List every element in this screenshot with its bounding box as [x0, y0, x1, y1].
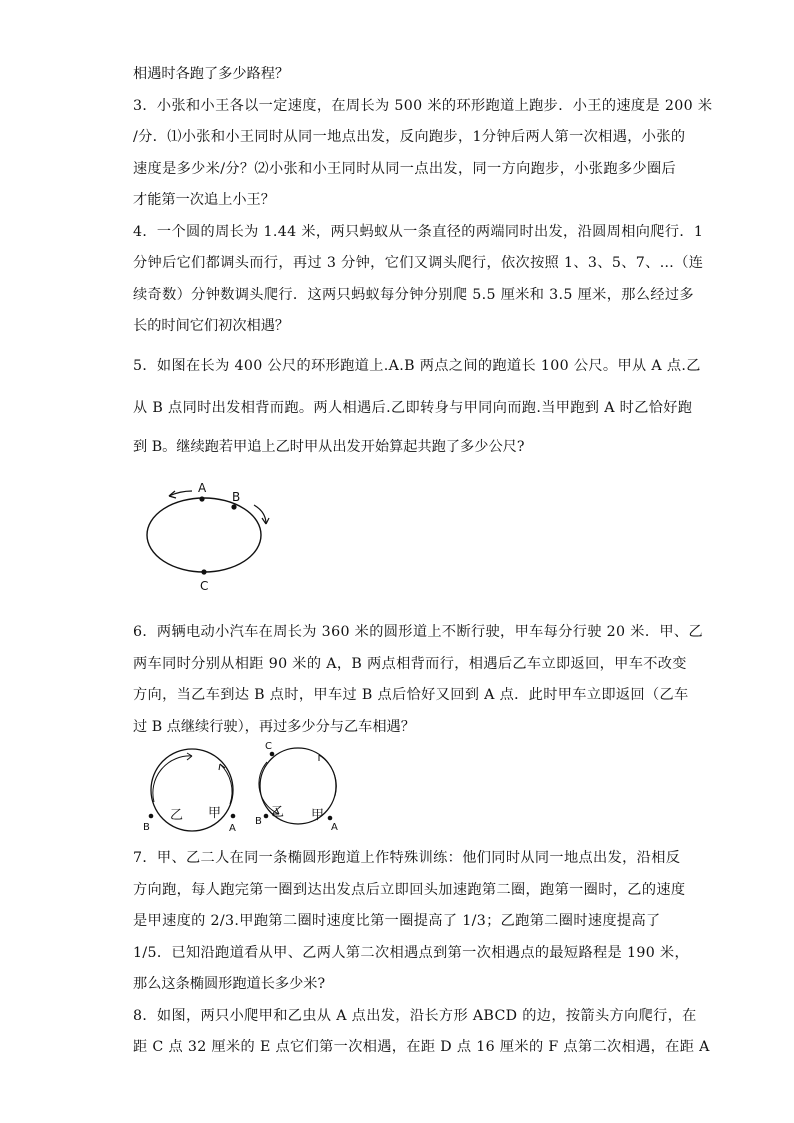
path-arrow-jia — [319, 755, 336, 796]
label-a: A — [331, 822, 338, 833]
point-c-dot — [270, 752, 275, 757]
problem-3-line: 才能第一次追上小王？ — [133, 192, 275, 208]
label-c: C — [200, 579, 209, 593]
problem-8-line: 距 C 点 32 厘米的 E 点它们第一次相遇，在距 D 点 16 厘米的 F 点第二次相遇，在距 A — [133, 1039, 710, 1055]
problem-4-line: 分钟后它们都调头而行，再过 3 分钟，它们又调头爬行，依次按照 1、3、5、7、…（连 — [133, 255, 704, 271]
problem-4-line: 长的时间它们初次相遇？ — [133, 318, 290, 334]
path-arrow-jia — [220, 764, 232, 804]
problem-5-line: 从 B 点同时出发相背而跑。两人相遇后.乙即转身与甲同向而跑.当甲跑到 A 时乙恰好跑 — [133, 400, 693, 416]
problem-6-line: 两车同时分别从相距 90 米的 A，B 两点相背而行，相遇后乙车立即返回，甲车不改变 — [133, 656, 687, 672]
point-c-dot — [201, 569, 206, 574]
problem-6-line: 6．两辆电动小汽车在周长为 360 米的圆形道上不断行驶，甲车每分行驶 20 米．甲、乙 — [133, 624, 703, 640]
label-jia: 甲 — [311, 808, 325, 823]
problem-6-line: 过 B 点继续行驶），再过多少分与乙车相遇？ — [133, 719, 415, 735]
point-b-dot — [231, 504, 236, 509]
text-line: 相遇时各跑了多少路程？ — [133, 66, 290, 82]
circle-figure-6-left — [137, 748, 249, 836]
circle-figure-6-right — [253, 740, 353, 836]
path-arrow-yi — [153, 756, 192, 802]
problem-4-line: 续奇数）分钟数调头爬行．这两只蚂蚁每分钟分别爬 5.5 厘米和 3.5 厘米，那么经过多 — [133, 287, 694, 303]
label-a: A — [229, 823, 236, 834]
track-figure-5 — [140, 474, 290, 598]
problem-8-line: 8．如图，两只小爬甲和乙虫从 A 点出发，沿长方形 ABCD 的边，按箭头方向爬行，在 — [133, 1008, 697, 1024]
problem-5-line: 到 B。继续跑若甲追上乙时甲从出发开始算起共跑了多少公尺? — [133, 439, 525, 455]
problem-5-line: 5．如图在长为 400 公尺的环形跑道上.A.B 两点之间的跑道长 100 公尺。甲从 A 点.乙 — [133, 358, 701, 374]
point-a-dot — [231, 814, 236, 819]
problem-3-line: 速度是多少米/分？⑵小张和小王同时从同一点出发，同一方向跑步，小张跑多少圈后 — [133, 161, 677, 177]
label-b: B — [232, 490, 241, 504]
problem-7-line: 是甲速度的 2/3.甲跑第二圈时速度比第一圈提高了 1/3；乙跑第二圈时速度提高了 — [133, 913, 661, 929]
label-b: B — [143, 822, 150, 833]
problem-3-line: /分．⑴小张和小王同时从同一地点出发，反向跑步，1分钟后两人第一次相遇，小张的 — [133, 129, 686, 145]
track-ellipse — [147, 498, 261, 572]
label-yi: 乙 — [271, 805, 285, 820]
label-yi: 乙 — [170, 808, 184, 823]
label-a: A — [198, 481, 207, 495]
problem-7-line: 那么这条椭圆形跑道长多少米? — [133, 976, 326, 992]
label-jia: 甲 — [208, 806, 222, 821]
problem-7-line: 1/5．已知沿跑道看从甲、乙两人第二次相遇点到第一次相遇点的最短路程是 190 米， — [133, 945, 690, 961]
point-b-dot — [264, 814, 269, 819]
point-a-dot — [328, 816, 333, 821]
problem-3-line: 3．小张和小王各以一定速度，在周长为 500 米的环形跑道上跑步．小王的速度是 200 米 — [133, 98, 713, 114]
problem-4-line: 4．一个圆的周长为 1.44 米，两只蚂蚁从一条直径的两端同时出发，沿圆周相向爬行．1 — [133, 224, 704, 240]
problem-7-line: 方向跑，每人跑完第一圈到达出发点后立即回头加速跑第二圈，跑第一圈时，乙的速度 — [133, 882, 686, 898]
label-b: B — [255, 816, 262, 827]
problem-6-line: 方向，当乙车到达 B 点时，甲车过 B 点后恰好又回到 A 点．此时甲车立即返回（乙车 — [133, 687, 689, 703]
point-b-dot — [149, 814, 154, 819]
problem-7-line: 7．甲、乙二人在同一条椭圆形跑道上作特殊训练：他们同时从同一地点出发，沿相反 — [133, 850, 681, 866]
point-a-dot — [199, 496, 204, 501]
label-c: C — [265, 741, 272, 752]
